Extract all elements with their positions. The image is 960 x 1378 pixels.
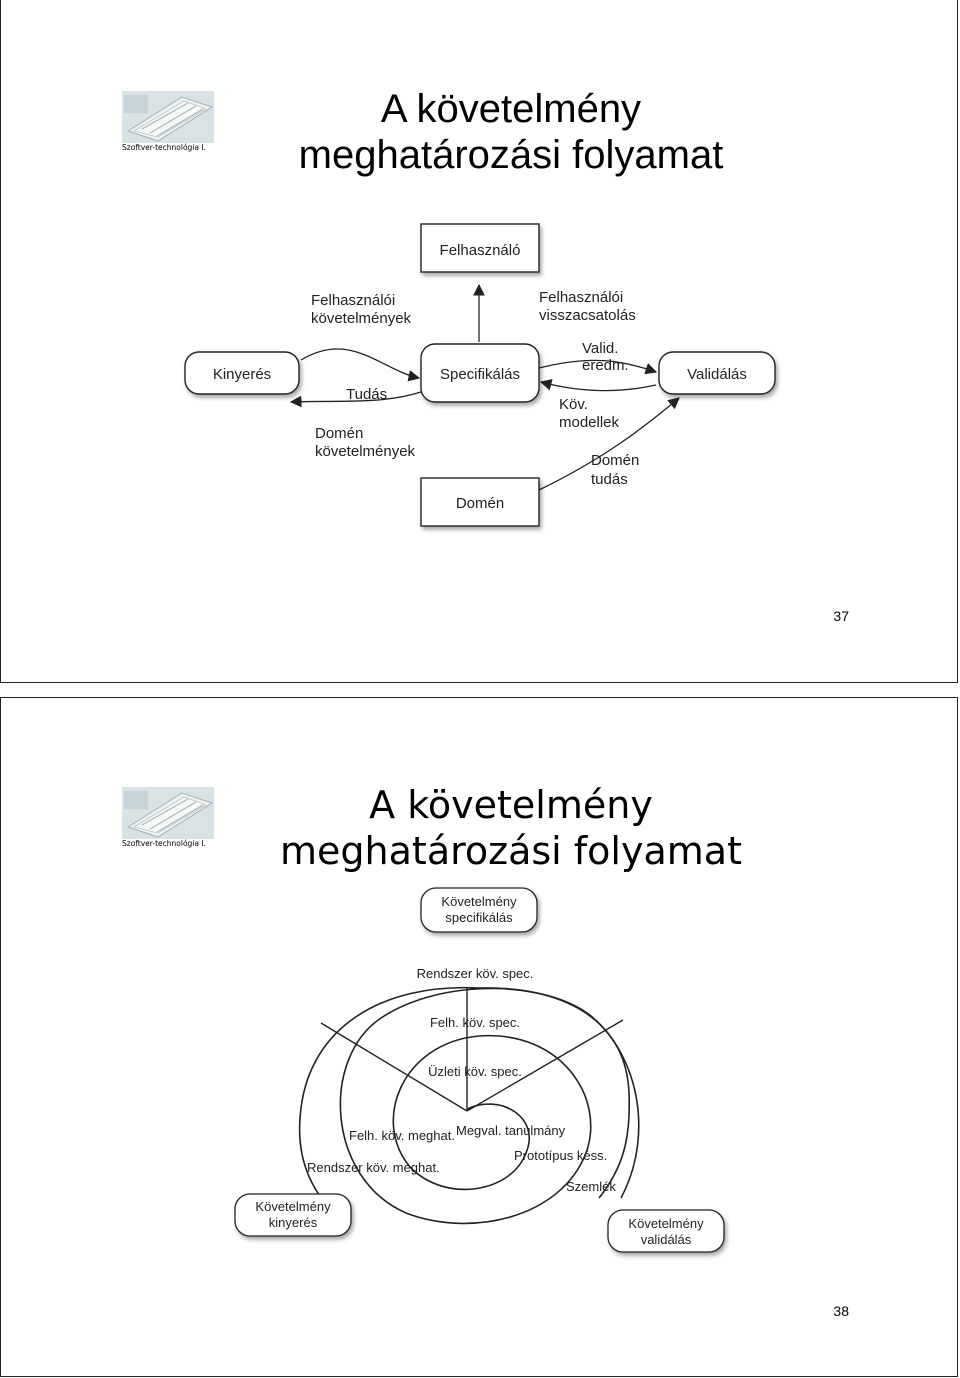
tudas-label: Tudás	[346, 386, 388, 403]
kov-spec-label-1: Követelmény	[441, 894, 517, 909]
logo-caption: Szoftver-technológia I.	[122, 839, 206, 848]
specifikalas-label: Specifikálás	[439, 366, 521, 383]
spiral-model-diagram	[1, 698, 959, 1378]
kov-label-2: modellek	[559, 414, 620, 431]
page-number: 37	[833, 608, 849, 624]
domen-label: Domén	[455, 495, 505, 512]
valid-label-2: eredm.	[582, 357, 629, 374]
kov-spec-label-2: specifikálás	[445, 910, 513, 925]
valid-label-1: Valid.	[582, 340, 619, 357]
arrow-validalas-specifikalas	[541, 382, 656, 391]
kov-kinyeres-label-1: Követelmény	[255, 1199, 331, 1214]
domen-tudas-label-1: Domén	[591, 452, 640, 469]
kov-validalas-label-2: validálás	[640, 1232, 692, 1247]
felh-kov-spec-label: Felh. köv. spec.	[429, 1015, 521, 1030]
megval-tanulmany-label: Megval. tanulmány	[456, 1123, 566, 1138]
domen-kov-label-1: Domén	[315, 425, 364, 442]
szemle-label: Szemlék	[566, 1179, 616, 1194]
felh-kov-label-2: követelmények	[311, 310, 412, 327]
rendszer-kov-meghat-label: Rendszer köv. meghat.	[307, 1160, 440, 1175]
validalas-label: Validálás	[687, 366, 747, 383]
slide-38	[0, 697, 958, 1377]
felh-kov-meghat-label: Felh. köv. meghat.	[349, 1128, 455, 1143]
felh-kov-label-1: Felhasználói	[311, 292, 396, 309]
requirements-process-diagram	[1, 0, 959, 683]
kov-validalas-label-1: Követelmény	[628, 1216, 704, 1231]
uzleti-kov-spec-label: Üzleti köv. spec.	[428, 1064, 522, 1079]
kov-label-1: Köv.	[559, 396, 588, 413]
prototipus-kesz-label: Prototípus késs.	[514, 1148, 608, 1163]
felhasznalo-label: Felhasználó	[439, 242, 521, 259]
felh-vissza-label-2: visszacsatolás	[539, 307, 636, 324]
slide-37	[0, 0, 958, 683]
title-line-2: meghatározási folyamat	[280, 829, 742, 873]
kinyeres-label: Kinyerés	[212, 366, 272, 383]
title-line-1: A követelmény	[369, 783, 653, 827]
kov-kinyeres-label-2: kinyerés	[268, 1215, 318, 1230]
page-number: 38	[833, 1303, 849, 1319]
rendszer-kov-spec-label: Rendszer köv. spec.	[416, 966, 534, 981]
felh-vissza-label-1: Felhasználói	[539, 289, 624, 306]
title-line-1: A követelmény	[380, 87, 642, 131]
arrow-kinyeres-specifikalas	[301, 349, 419, 378]
logo-caption: Szoftver-technológia I.	[122, 143, 206, 152]
domen-tudas-label-2: tudás	[591, 471, 628, 488]
domen-kov-label-2: követelmények	[315, 443, 416, 460]
title-line-2: meghatározási folyamat	[298, 133, 724, 177]
